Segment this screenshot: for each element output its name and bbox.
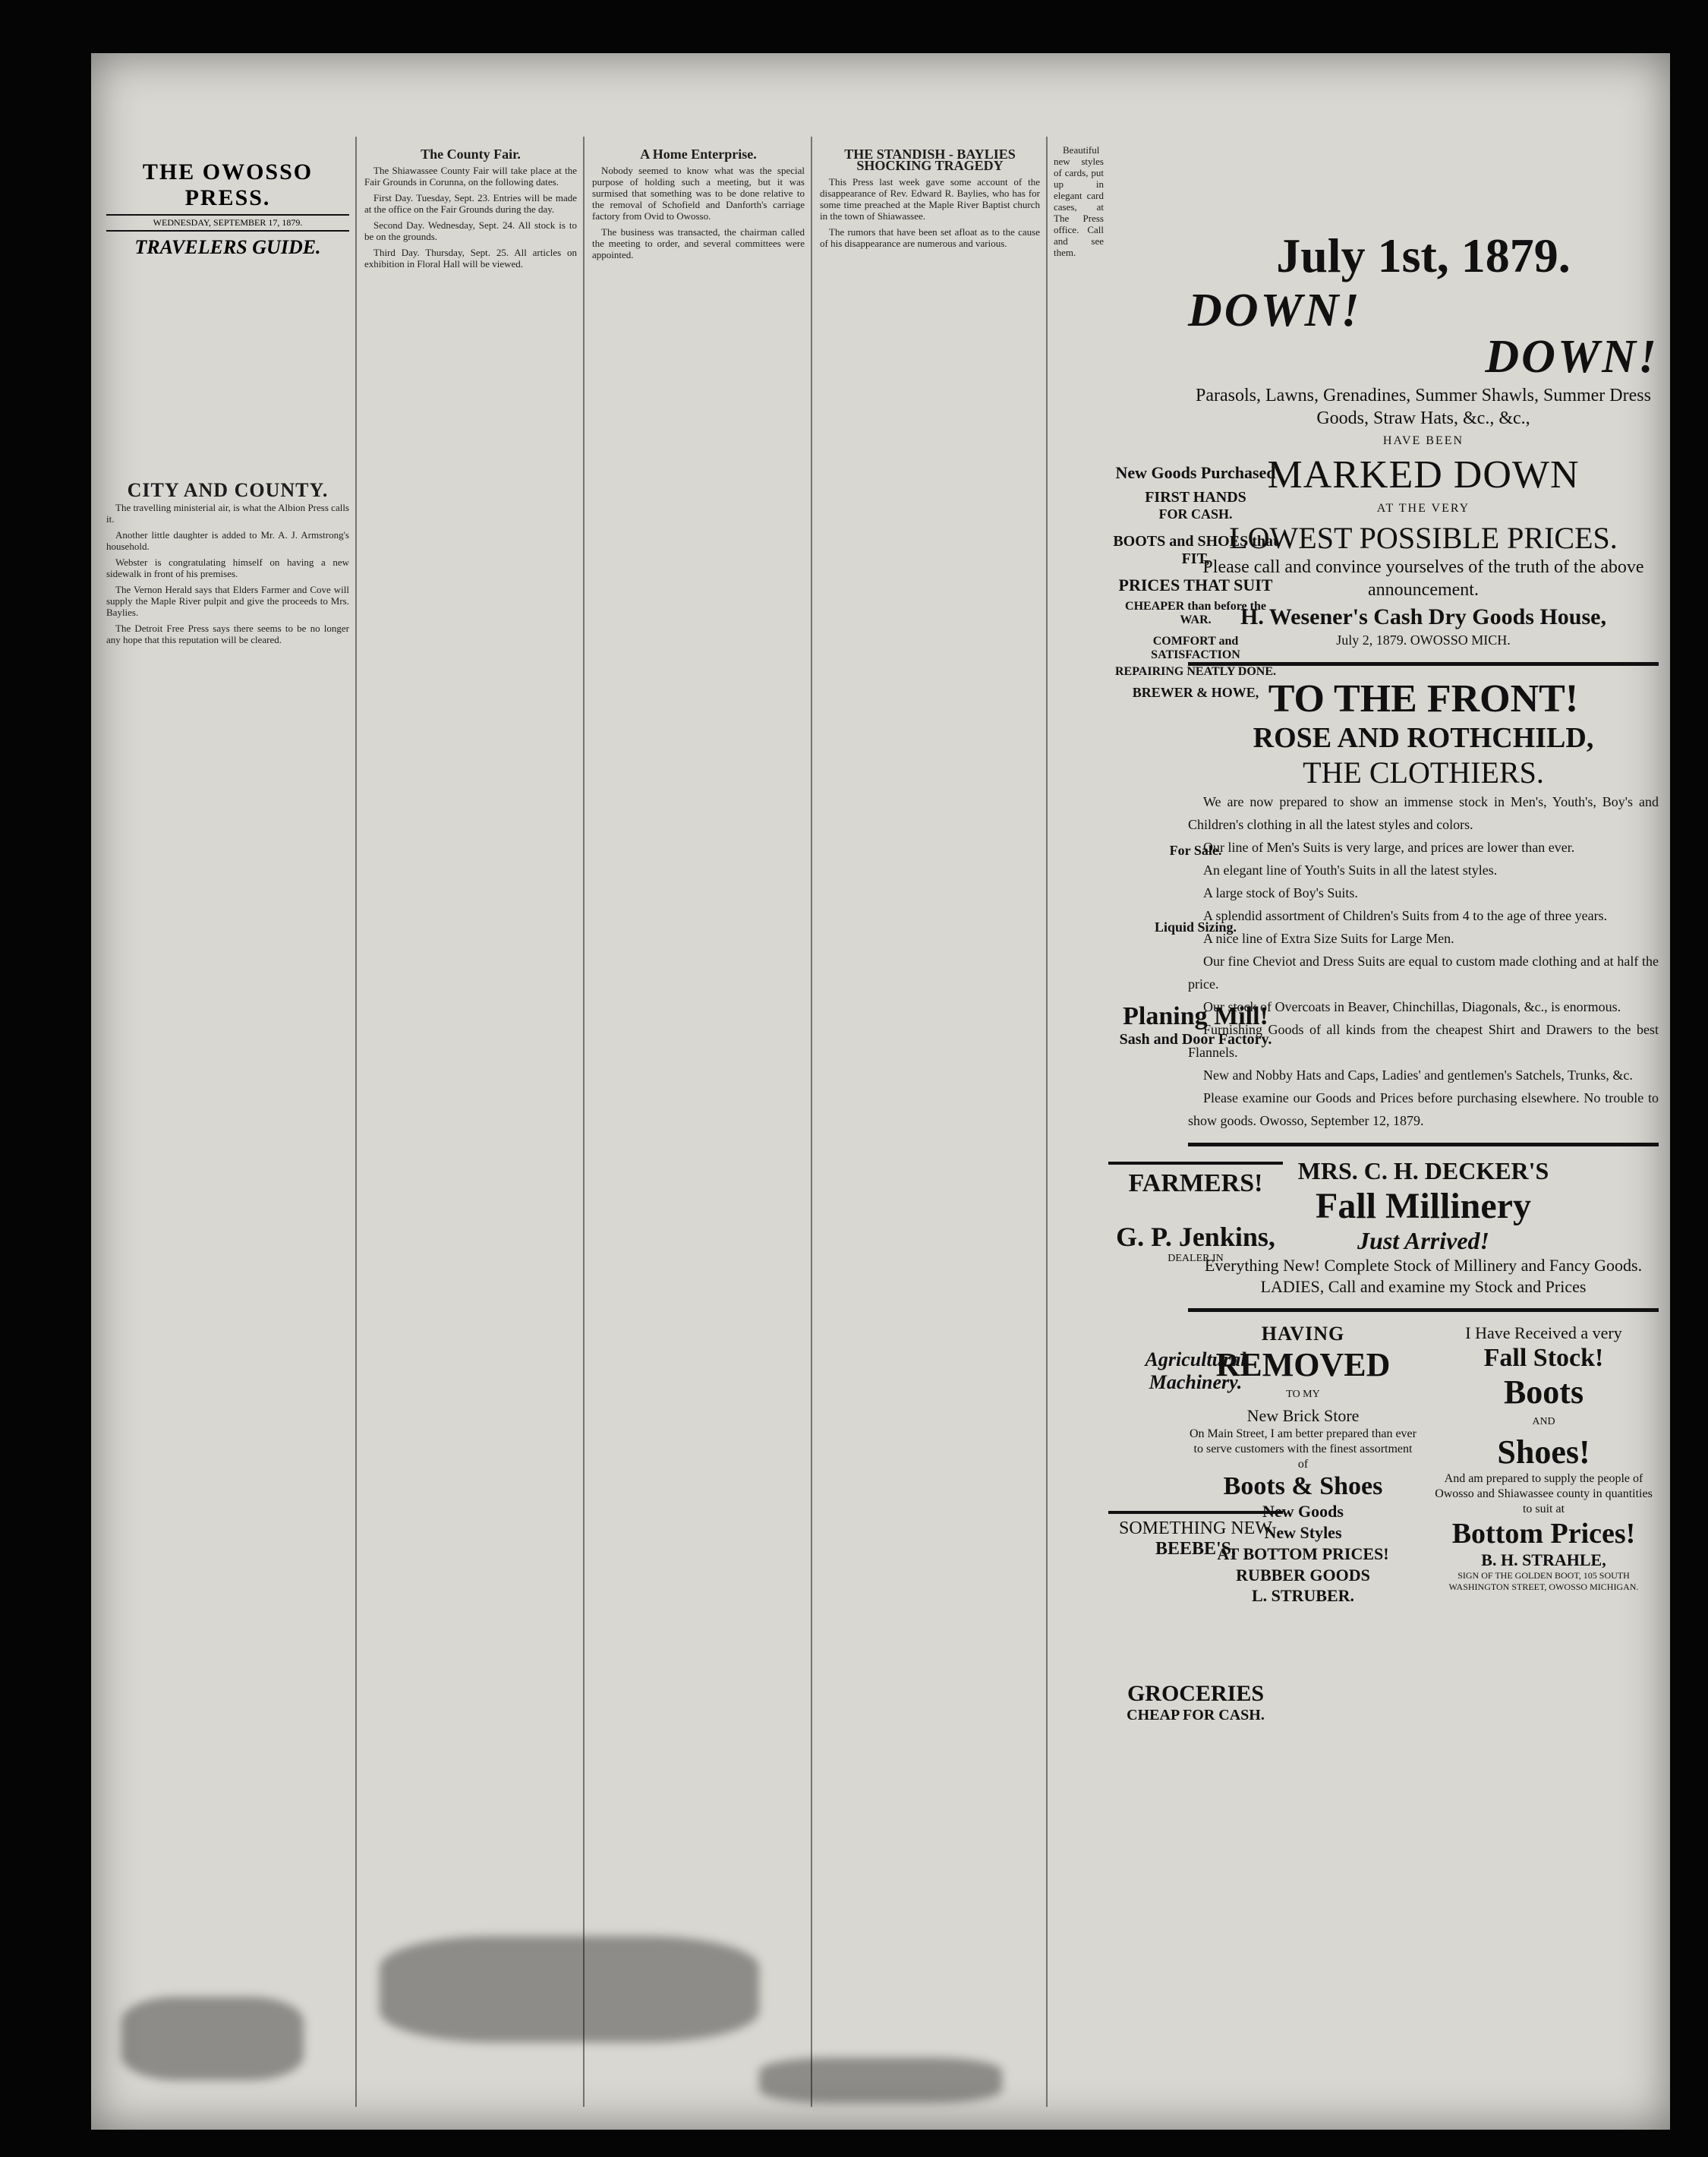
article-paragraph: The rumors that have been set afloat as to the cause of his disappearance are numerous and various. [820,226,1040,249]
column-rule [811,137,812,2107]
shoe-ads-row [1188,1323,1659,1606]
planing-mill-headline: Planing Mill! [1123,1002,1268,1030]
article-paragraph: The Shiawassee County Fair will take place at the Fair Grounds in Corunna, on the following dates. [364,165,577,188]
masthead [106,159,349,259]
shoes-headline: Shoes! [1497,1433,1590,1471]
cheap-for-cash: CHEAP FOR CASH. [1127,1707,1265,1723]
right-advertisements [1188,228,1659,1606]
ladies-line: LADIES, Call and examine my Stock and Prices [1260,1277,1587,1296]
having: HAVING [1261,1323,1345,1345]
beebes-name: BEEBE'S, [1155,1539,1237,1559]
clothiers-paragraph: We are now prepared to show an immense stock in Men's, Youth's, Boy's and Children's clothing in all the latest styles and colors. [1188,794,1659,832]
something-new: SOMETHING NEW [1108,1511,1283,1539]
new-goods-headline: New Goods Purchased [1115,463,1276,482]
marked-down: MARKED DOWN [1267,453,1580,497]
down-headline-2: DOWN! [1485,331,1659,383]
struber-name: L. STRUBER. [1251,1586,1355,1605]
strahle-name: B. H. STRAHLE, [1481,1550,1606,1569]
ad-divider [1188,1308,1659,1312]
for-cash: FOR CASH. [1158,506,1233,522]
comfort-satisfaction: COMFORT and SATISFACTION [1151,635,1240,661]
column-local-news [1054,144,1104,2107]
at-bottom-prices: AT BOTTOM PRICES! [1217,1544,1389,1563]
ink-smudge [380,1936,759,2042]
column-county-fair [364,144,577,2107]
new-styles: New Styles [1264,1523,1342,1542]
wesener-place: July 2, 1879. OWOSSO MICH. [1336,632,1511,648]
article-paragraph: Nobody seemed to know what was the special purpose of holding such a meeting, but it was surmised that something was to be done relative to the removal of Schofield and Danforth's carriage factory from Ovid to Owosso. [592,165,805,222]
article-paragraph: The Detroit Free Press says there seems to be no longer any hope that this reputation will be cleared. [106,623,349,645]
just-arrived: Just Arrived! [1357,1227,1489,1254]
column-city-county [106,478,349,2107]
article-paragraph: Another little daughter is added to Mr. A. J. Armstrong's household. [106,529,349,552]
issue-date: WEDNESDAY, SEPTEMBER 17, 1879. [106,214,349,232]
to-the-front-headline: TO THE FRONT! [1268,677,1579,721]
down-headline-1: DOWN! [1188,285,1362,336]
clothiers-paragraph: Our stock of Overcoats in Beaver, Chinchillas, Diagonals, &c., is enormous. [1203,999,1621,1014]
cheaper-than-war: CHEAPER than before the WAR. [1125,600,1266,626]
and: AND [1532,1416,1555,1427]
article-paragraph: The Vernon Herald says that Elders Farmer and Cove will supply the Maple River pulpit and give the proceeds to Mrs. Baylies. [106,584,349,618]
repairing-neatly: REPAIRING NEATLY DONE. [1114,665,1277,678]
newspaper-title: THE OWOSSO PRESS. [142,159,314,210]
received-intro: I Have Received a very [1465,1323,1622,1342]
ad-date: July 1st, 1879. [1276,229,1571,282]
sash-door-factory: Sash and Door Factory. [1119,1031,1272,1048]
prices-suit: PRICES THAT SUIT [1118,576,1273,594]
home-enterprise-heading: A Home Enterprise. [640,147,757,162]
column-rule [583,137,585,2107]
clothiers-paragraph: A splendid assortment of Children's Suits from 4 to the age of three years. [1203,908,1608,923]
please-call: Please call and convince yourselves of the truth of the above announcement. [1202,557,1644,600]
article-paragraph: This Press last week gave some account of the disappearance of Rev. Edward R. Baylies, who has for some time preached at the Maple River Baptist church in the town of Shiawassee. [820,176,1040,222]
clothiers-paragraph: Please examine our Goods and Prices before purchasing elsewhere. No trouble to show goods. Owosso, September 12, 1879. [1188,1090,1659,1128]
column-tragedy [820,144,1040,2107]
ad-divider [1188,1143,1659,1146]
fall-stock: Fall Stock! [1483,1344,1604,1372]
at-the-very: AT THE VERY [1376,502,1470,515]
clothiers-paragraph: Furnishing Goods of all kinds from the cheapest Shirt and Drawers to the best Flannels. [1188,1022,1659,1060]
struber-ad [1188,1323,1418,1606]
liquid-sizing-heading: Liquid Sizing. [1154,919,1237,935]
article-paragraph: Beautiful new styles of cards, put up in elegant card cases, at The Press office. Call and see them. [1054,144,1104,258]
newspaper-page [91,53,1670,2130]
clothiers-paragraph: A nice line of Extra Size Suits for Large Men. [1203,931,1454,946]
new-goods: New Goods [1262,1502,1344,1521]
farmers-headline: FARMERS! [1108,1162,1283,1198]
column-rule [355,137,357,2107]
ink-smudge [759,2058,1002,2103]
strahle-ad [1429,1323,1659,1606]
bottom-prices: Bottom Prices! [1451,1518,1636,1550]
rose-rothchild-name: ROSE AND ROTHCHILD, [1253,722,1594,754]
agricultural-machinery: Agricultural Machinery. [1145,1348,1246,1393]
wesener-firm: H. Wesener's Cash Dry Goods House, [1240,604,1606,629]
to-my: TO MY [1286,1389,1320,1400]
ad-divider [1188,662,1659,666]
clothiers-paragraph: Our fine Cheviot and Dress Suits are equal to custom made clothing and at half the price. [1188,954,1659,992]
the-clothiers: THE CLOTHIERS. [1303,755,1544,790]
strahle-sign: SIGN OF THE GOLDEN BOOT, 105 SOUTH WASHINGTON STREET, OWOSSO MICHIGAN. [1448,1570,1639,1592]
boots-and-shoes: Boots & Shoes [1223,1472,1383,1500]
tragedy-heading: THE STANDISH - BAYLIES SHOCKING TRAGEDY [844,147,1016,173]
clothiers-paragraph: Our line of Men's Suits is very large, and prices are lower than ever. [1203,840,1575,855]
strahle-body: And am prepared to supply the people of Owosso and Shiawassee county in quantities to suit at [1435,1472,1653,1515]
city-county-heading: CITY AND COUNTY. [127,479,329,501]
millinery-line: Everything New! Complete Stock of Millinery and Fancy Goods. [1204,1256,1643,1275]
article-paragraph: Webster is congratulating himself on having a new sidewalk in front of his premises. [106,557,349,579]
county-fair-heading: The County Fair. [421,147,521,162]
clothiers-paragraph: An elegant line of Youth's Suits in all the latest styles. [1203,862,1498,878]
article-paragraph: The travelling ministerial air, is what the Albion Press calls it. [106,502,349,525]
article-paragraph: Second Day. Wednesday, Sept. 24. All stock is to be on the grounds. [364,219,577,242]
lowest-prices: LOWEST POSSIBLE PRICES. [1229,521,1618,555]
column-home-enterprise [592,144,805,2107]
article-paragraph: Third Day. Thursday, Sept. 25. All articles on exhibition in Floral Hall will be viewed. [364,247,577,270]
clothiers-paragraph: A large stock of Boy's Suits. [1203,885,1358,900]
have-been: HAVE BEEN [1382,434,1464,447]
boots-headline: Boots [1503,1373,1584,1411]
new-brick-store: New Brick Store [1246,1406,1360,1425]
clothiers-paragraph: New and Nobby Hats and Caps, Ladies' and gentlemen's Satchels, Trunks, &c. [1203,1067,1633,1083]
dealer-in: DEALER IN [1168,1253,1224,1264]
brewer-howe: BREWER & HOWE, [1132,685,1259,700]
rubber-goods: RUBBER GOODS [1236,1566,1370,1585]
jenkins-name: G. P. Jenkins, [1116,1222,1275,1252]
for-sale-heading: For Sale. [1169,843,1222,858]
boots-shoes-fit: BOOTS and SHOES that FIT, [1113,533,1278,567]
column-rule [1046,137,1048,2107]
travelers-guide-heading: TRAVELERS GUIDE. [134,236,321,258]
decker-name: MRS. C. H. DECKER'S [1297,1157,1549,1184]
groceries: GROCERIES [1127,1681,1265,1706]
struber-body: On Main Street, I am better prepared than ever to serve customers with the finest assortment of [1190,1427,1417,1471]
sale-items: Parasols, Lawns, Grenadines, Summer Shawls, Summer Dress Goods, Straw Hats, &c., &c., [1196,386,1651,428]
first-hands: FIRST HANDS [1145,489,1246,506]
fall-millinery: Fall Millinery [1316,1186,1531,1226]
article-paragraph: The business was transacted, the chairman called the meeting to order, and several committees were appointed. [592,226,805,260]
ink-smudge [121,1997,304,2080]
removed: REMOVED [1215,1346,1391,1383]
article-paragraph: First Day. Tuesday, Sept. 23. Entries will be made at the office on the Fair Grounds during the day. [364,192,577,215]
